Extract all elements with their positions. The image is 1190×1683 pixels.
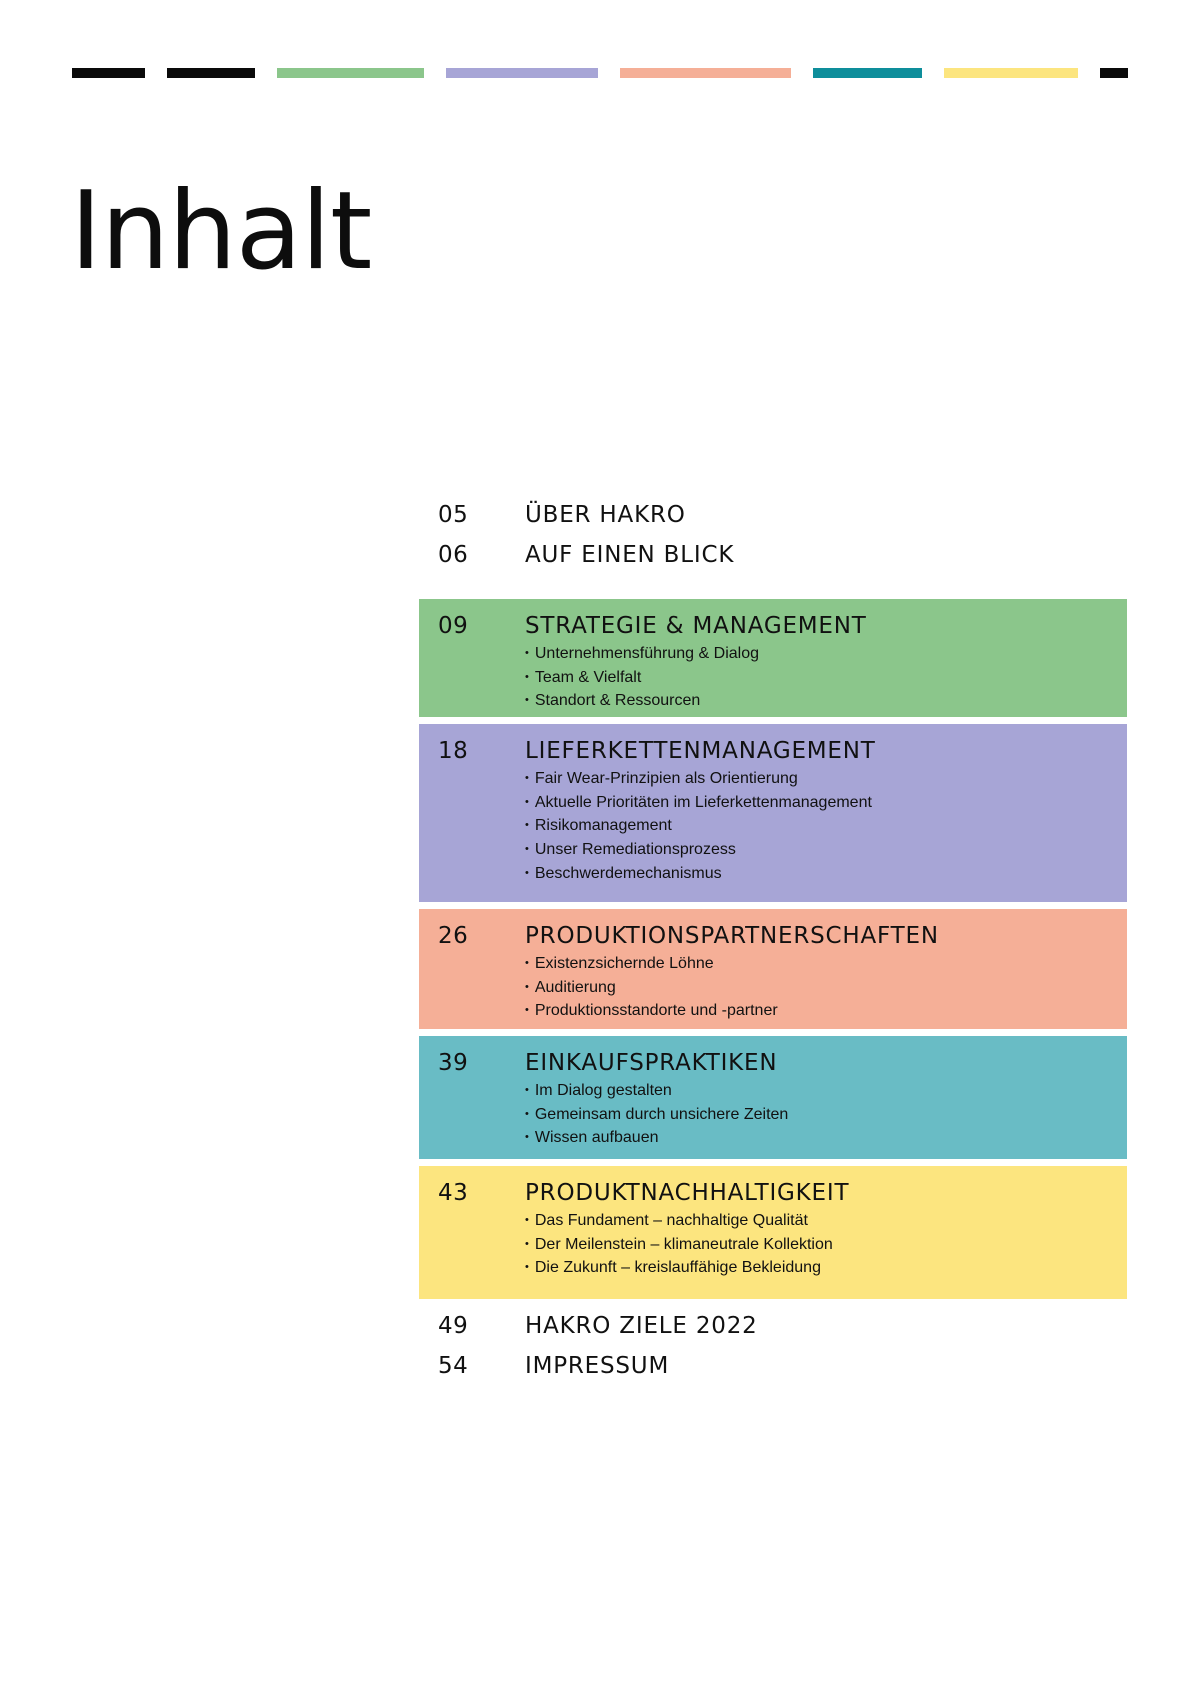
toc-subitem-list bbox=[525, 1210, 833, 1281]
toc-subitem: • Der Meilenstein – klimaneutrale Kollektion bbox=[525, 1234, 833, 1258]
toc-page-number: 49 bbox=[438, 1313, 469, 1339]
toc-section-title: STRATEGIE & MANAGEMENT bbox=[525, 613, 867, 639]
toc-subitem-list bbox=[525, 1080, 788, 1151]
toc-page-number: 06 bbox=[438, 542, 469, 568]
toc-section-lieferketten[interactable] bbox=[419, 724, 1127, 902]
page-title: Inhalt bbox=[70, 169, 372, 294]
toc-entry-ueber-hakro[interactable] bbox=[419, 496, 1127, 536]
toc-subitem: • Gemeinsam durch unsichere Zeiten bbox=[525, 1104, 788, 1128]
toc-entry-title: IMPRESSUM bbox=[525, 1353, 670, 1379]
toc-section-title: EINKAUFSPRAKTIKEN bbox=[525, 1050, 778, 1076]
toc-subitem: • Standort & Ressourcen bbox=[525, 690, 759, 714]
color-bar-green bbox=[277, 68, 424, 78]
toc-subitem: • Beschwerdemechanismus bbox=[525, 863, 872, 887]
toc-page-number: 54 bbox=[438, 1353, 469, 1379]
toc-section-strategie[interactable] bbox=[419, 599, 1127, 717]
toc-subitem: • Produktionsstandorte und -partner bbox=[525, 1000, 778, 1024]
toc-section-number: 26 bbox=[438, 923, 469, 949]
toc-subitem: • Im Dialog gestalten bbox=[525, 1080, 788, 1104]
toc-section-einkaufspraktiken[interactable] bbox=[419, 1036, 1127, 1159]
toc-section-produktionspartnerschaften[interactable] bbox=[419, 909, 1127, 1029]
toc-subitem: • Das Fundament – nachhaltige Qualität bbox=[525, 1210, 833, 1234]
toc-entry-title: ÜBER HAKRO bbox=[525, 502, 686, 528]
toc-subitem: • Auditierung bbox=[525, 977, 778, 1001]
toc-section-title: PRODUKTNACHHALTIGKEIT bbox=[525, 1180, 850, 1206]
toc-subitem: • Existenzsichernde Löhne bbox=[525, 953, 778, 977]
table-of-contents bbox=[419, 496, 1127, 1387]
toc-page-number: 05 bbox=[438, 502, 469, 528]
color-bar-black-2 bbox=[167, 68, 255, 78]
toc-section-title: PRODUKTIONSPARTNERSCHAFTEN bbox=[525, 923, 939, 949]
toc-entry-hakro-ziele[interactable] bbox=[419, 1307, 1127, 1347]
toc-section-produktnachhaltigkeit[interactable] bbox=[419, 1166, 1127, 1299]
toc-subitem: • Unser Remediationsprozess bbox=[525, 839, 872, 863]
toc-entry-title: AUF EINEN BLICK bbox=[525, 542, 735, 568]
color-bar-yellow bbox=[944, 68, 1078, 78]
toc-subitem: • Die Zukunft – kreislauffähige Bekleidung bbox=[525, 1257, 833, 1281]
toc-entry-title: HAKRO ZIELE 2022 bbox=[525, 1313, 758, 1339]
color-bar-teal bbox=[813, 68, 922, 78]
toc-subitem: • Aktuelle Prioritäten im Lieferkettenmanagement bbox=[525, 792, 872, 816]
toc-subitem-list bbox=[525, 953, 778, 1024]
toc-section-title: LIEFERKETTENMANAGEMENT bbox=[525, 738, 876, 764]
toc-section-number: 43 bbox=[438, 1180, 469, 1206]
toc-entry-impressum[interactable] bbox=[419, 1347, 1127, 1387]
toc-subitem: • Fair Wear-Prinzipien als Orientierung bbox=[525, 768, 872, 792]
toc-section-number: 18 bbox=[438, 738, 469, 764]
color-bar-purple bbox=[446, 68, 598, 78]
color-bar-black-3 bbox=[1100, 68, 1128, 78]
toc-subitem: • Team & Vielfalt bbox=[525, 667, 759, 691]
toc-section-number: 09 bbox=[438, 613, 469, 639]
toc-subitem: • Risikomanagement bbox=[525, 815, 872, 839]
toc-entry-auf-einen-blick[interactable] bbox=[419, 536, 1127, 576]
toc-subitem-list bbox=[525, 768, 872, 887]
toc-subitem: • Wissen aufbauen bbox=[525, 1127, 788, 1151]
color-bar-black-1 bbox=[72, 68, 145, 78]
toc-subitem-list bbox=[525, 643, 759, 714]
toc-subitem: • Unternehmensführung & Dialog bbox=[525, 643, 759, 667]
toc-section-number: 39 bbox=[438, 1050, 469, 1076]
color-bar-salmon bbox=[620, 68, 791, 78]
